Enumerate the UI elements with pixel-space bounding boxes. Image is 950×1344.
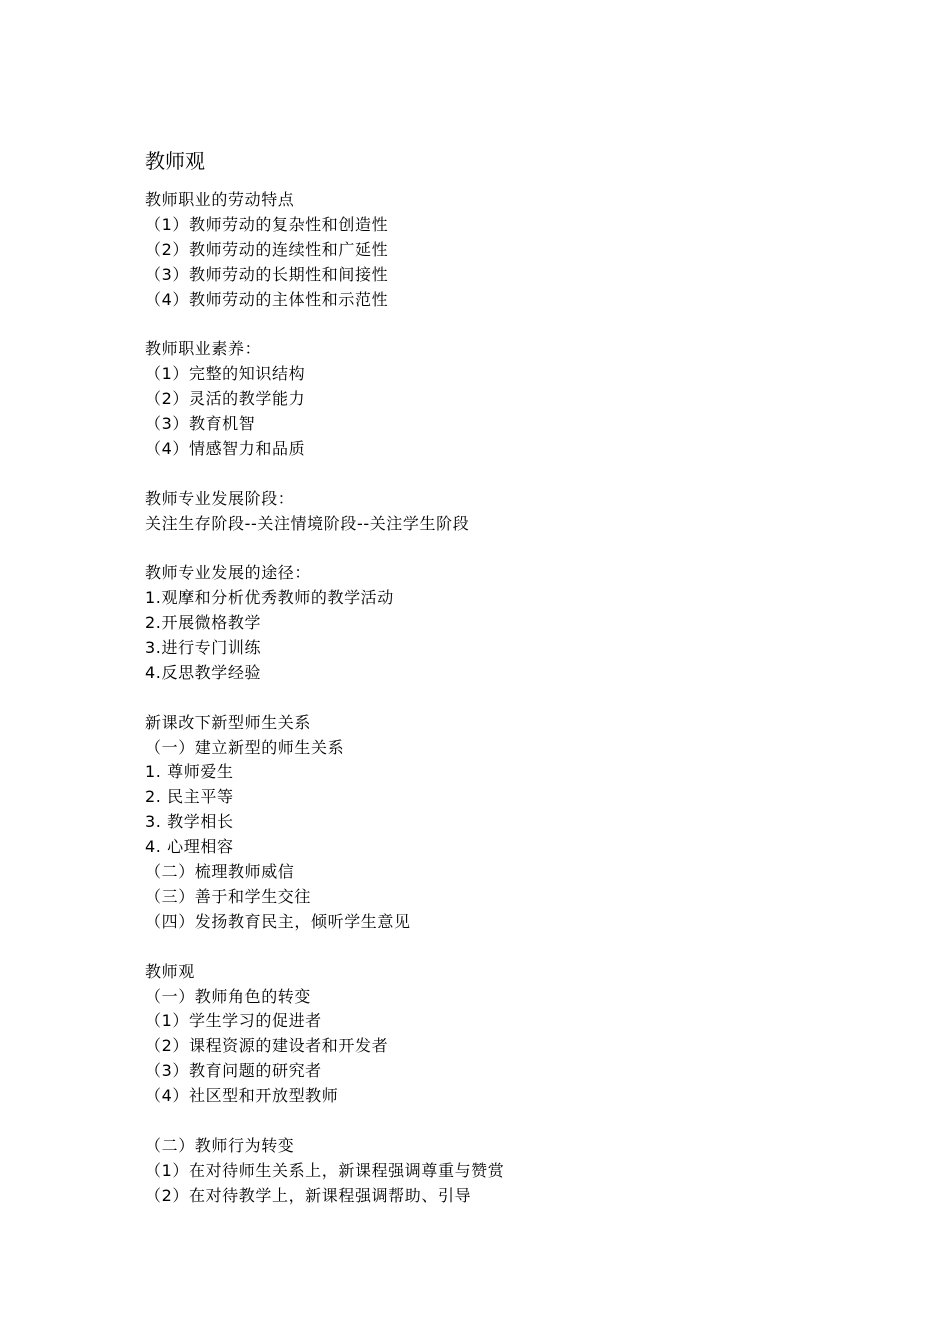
section-professional-quality xyxy=(145,337,905,461)
list-item: 1.观摩和分析优秀教师的教学活动 xyxy=(145,588,394,608)
section-behavior-change xyxy=(145,1134,905,1209)
list-item: （一）教师角色的转变 xyxy=(145,986,312,1006)
list-item: （三）善于和学生交往 xyxy=(145,886,312,906)
list-item: （4）情感智力和品质 xyxy=(145,438,306,458)
section-labor-characteristics xyxy=(145,188,905,312)
spacer xyxy=(145,462,905,487)
list-item: 4. 心理相容 xyxy=(145,837,234,857)
list-item: 3. 教学相长 xyxy=(145,812,234,832)
list-item: 1. 尊师爱生 xyxy=(145,762,234,782)
list-item: 关注生存阶段--关注情境阶段--关注学生阶段 xyxy=(145,513,470,533)
list-item: （1）在对待师生关系上，新课程强调尊重与赞赏 xyxy=(145,1160,505,1180)
list-item: （1）完整的知识结构 xyxy=(145,364,306,384)
list-item: （1）教师劳动的复杂性和创造性 xyxy=(145,214,389,234)
section-heading: 教师专业发展的途径： xyxy=(145,563,312,583)
list-item: 2. 民主平等 xyxy=(145,787,234,807)
list-item: （4）教师劳动的主体性和示范性 xyxy=(145,289,389,309)
list-item: （2）在对待教学上，新课程强调帮助、引导 xyxy=(145,1185,472,1205)
section-heading: 教师专业发展阶段： xyxy=(145,488,295,508)
section-teacher-student-relationship xyxy=(145,711,905,935)
section-heading: 新课改下新型师生关系 xyxy=(145,712,312,732)
list-item: （2）教师劳动的连续性和广延性 xyxy=(145,239,389,259)
spacer xyxy=(145,935,905,960)
list-item: （2）课程资源的建设者和开发者 xyxy=(145,1036,389,1056)
list-item: （3）教育问题的研究者 xyxy=(145,1061,322,1081)
spacer xyxy=(145,536,905,561)
list-item: 2.开展微格教学 xyxy=(145,613,262,633)
section-development-stages xyxy=(145,487,905,537)
spacer xyxy=(145,1109,905,1134)
section-heading: 教师观 xyxy=(145,961,195,981)
spacer xyxy=(145,312,905,337)
list-item: （四）发扬教育民主，倾听学生意见 xyxy=(145,911,411,931)
spacer xyxy=(145,686,905,711)
list-item: （1）学生学习的促进者 xyxy=(145,1011,322,1031)
list-item: （2）灵活的教学能力 xyxy=(145,389,306,409)
document-page xyxy=(145,146,905,1209)
list-item: （3）教育机智 xyxy=(145,414,256,434)
section-teacher-view xyxy=(145,960,905,1109)
list-item: （一）建立新型的师生关系 xyxy=(145,737,345,757)
list-item: （二）梳理教师威信 xyxy=(145,862,295,882)
list-item: 4.反思教学经验 xyxy=(145,662,262,682)
section-heading: 教师职业的劳动特点 xyxy=(145,190,295,209)
section-development-paths xyxy=(145,561,905,685)
list-item: （3）教师劳动的长期性和间接性 xyxy=(145,264,389,284)
list-item: （4）社区型和开放型教师 xyxy=(145,1086,339,1106)
section-heading: 教师职业素养： xyxy=(145,339,262,359)
section-heading: （二）教师行为转变 xyxy=(145,1135,295,1155)
document-title: 教师观 xyxy=(145,149,205,173)
list-item: 3.进行专门训练 xyxy=(145,638,262,658)
